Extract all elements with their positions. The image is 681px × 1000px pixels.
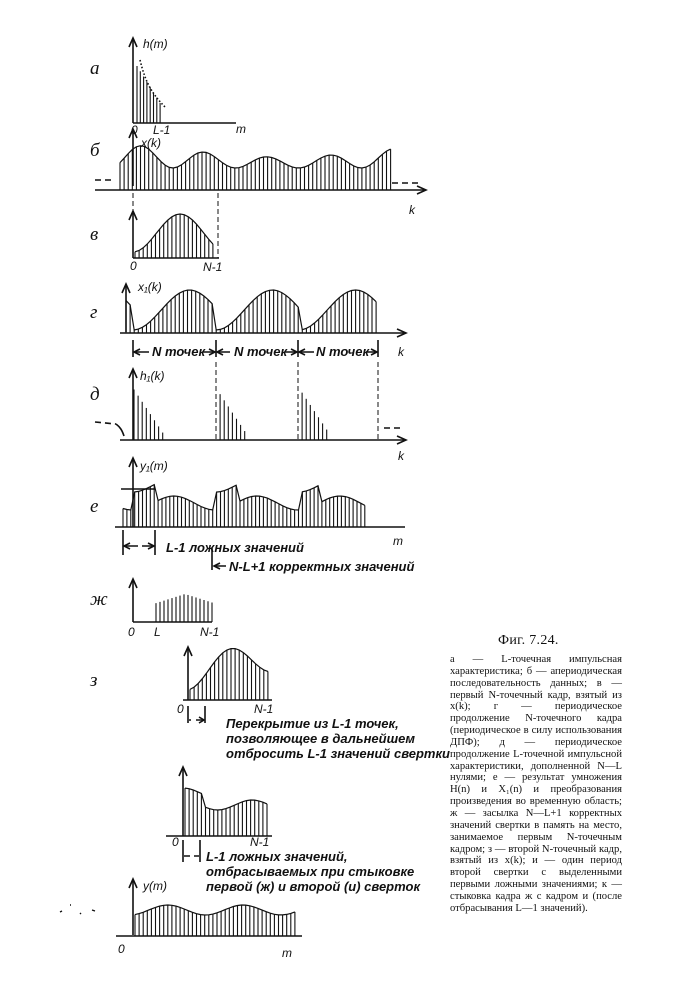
- axis-label-x1k: x₁(k): [138, 280, 162, 294]
- tick-0-zh: 0: [128, 625, 135, 639]
- axis-label-m-k: m: [282, 946, 292, 960]
- note-false-values: L-1 ложных значений: [166, 540, 304, 555]
- note-overlap-1: Перекрытие из L-1 точек,: [226, 716, 399, 731]
- caption-title: Фиг. 7.24.: [498, 633, 559, 648]
- axis-label-k-g: k: [398, 345, 404, 359]
- stems-z: [190, 649, 268, 700]
- tick-N1-z: N-1: [254, 702, 274, 716]
- axis-label-m: m: [236, 122, 246, 136]
- note-discard-3: первой (ж) и второй (и) сверток: [206, 879, 421, 894]
- tick-0-a: 0: [131, 123, 138, 137]
- panel-letter-e: е: [90, 496, 99, 517]
- span-label-2: N точек: [234, 344, 288, 359]
- note-overlap-2: позволяющее в дальнейшем: [226, 731, 415, 746]
- stems-g: [126, 290, 376, 333]
- axis-label-k-d: k: [398, 449, 404, 463]
- panel-letter-zh: ж: [90, 589, 108, 610]
- tick-L1-a: L-1: [153, 123, 171, 137]
- axis-label-y1m: y₁(m): [140, 459, 168, 473]
- stems-zh: [156, 594, 212, 622]
- stems-b: [120, 146, 391, 190]
- axis-label-h1k: h₁(k): [140, 369, 165, 383]
- axis-label-m-e: m: [393, 534, 403, 548]
- panel-letter-g: г: [90, 302, 98, 323]
- note-discard-1: L-1 ложных значений,: [206, 849, 348, 864]
- tick-0-k: 0: [118, 942, 125, 956]
- stems-i: [185, 788, 267, 836]
- axis-label-ym: y(m): [143, 879, 167, 893]
- caption-text: а — L-точечная импульсная характеристика; б — апериодическая последовательность данных; в — первый N-точечный кадр, взятый из x(k); г — периодическое продолжение N-точечного кадра (периодическое в силу использования ДПФ); д — периодическое продолжение L-точечной импульсной характеристики, дополненной N—L нулями; е — результат умножения H(n) и X₁(n) и преобразования произведения во временную область; ж — засылка N—L+1 корректных значений свертки в память на место, занимаемое первым N-точечным кадром; з — второй N-точечный кадр, взятый из x(k); и — один период второй свертки с выделенными первыми ложными значениями; к — стыковка кадра ж с кадром и (после отбрасывания L—1 значений).: [450, 654, 622, 914]
- stems-k: [135, 905, 295, 936]
- tick-L-zh: L: [154, 625, 161, 639]
- tick-N1-zh: N-1: [200, 625, 220, 639]
- panel-v: [129, 193, 219, 258]
- panel-letter-b: б: [90, 140, 100, 161]
- axis-label-h: h(m): [143, 37, 168, 51]
- panel-letter-v: в: [90, 224, 99, 245]
- panel-letter-d: д: [90, 384, 100, 405]
- stems-e: [123, 485, 365, 527]
- span-label-3: N точек: [316, 344, 370, 359]
- axis-label-k-b: k: [409, 203, 415, 217]
- stems-v: [135, 214, 213, 258]
- stems-d: [134, 390, 376, 441]
- panel-letter-z: з: [90, 670, 98, 691]
- span-label-1: N точек: [152, 344, 206, 359]
- panel-zh: [129, 579, 212, 622]
- tick-0-v: 0: [130, 259, 137, 273]
- tick-N1-i: N-1: [250, 835, 270, 849]
- stems-a: [137, 66, 160, 123]
- tick-N1-v: N-1: [203, 260, 223, 274]
- panel-letter-a: a: [90, 58, 100, 79]
- note-overlap-3: отбросить L-1 значений свертки: [226, 746, 450, 761]
- note-discard-2: отбрасываемых при стыковке: [206, 864, 415, 879]
- tick-0-z: 0: [177, 702, 184, 716]
- note-correct-values: N-L+1 корректных значений: [229, 559, 415, 574]
- axis-label-xk: x(k): [141, 136, 161, 150]
- tick-0-i: 0: [172, 835, 179, 849]
